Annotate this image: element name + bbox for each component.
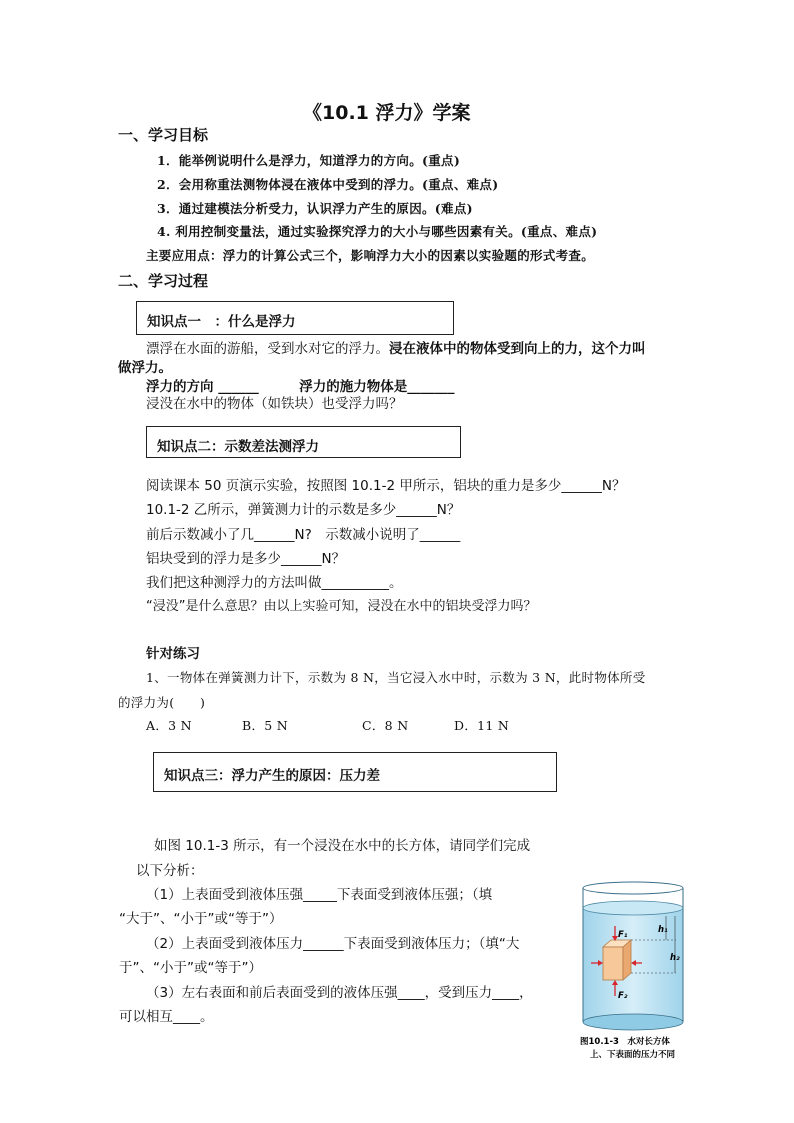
- question-line: （3）左右表面和前后表面受到的液体压强____，受到压力____，: [146, 985, 533, 1001]
- goal-item: 3．通过建模法分析受力，认识浮力产生的原因。(难点): [157, 201, 473, 216]
- page-title: 《10.1 浮力》学案: [303, 102, 471, 124]
- goal-item: 2．会用称重法测物体浸在液体中受到的浮力。(重点、难点): [157, 177, 499, 192]
- label-h1: h₁: [658, 925, 668, 935]
- water-fill: [583, 908, 683, 1027]
- definition-bold: 浸在液体中的物体受到向上的力，这个力叫: [389, 341, 646, 357]
- option-d: D．11 N: [454, 718, 510, 733]
- practice-question-cont: 的浮力为( ): [118, 695, 206, 710]
- question-line: （1）上表面受到液体压强_____下表面受到液体压强；（填: [146, 887, 493, 903]
- option-b: B．5 N: [242, 718, 289, 733]
- label-f2: F₂: [618, 991, 628, 1001]
- goal-item: 1．能举例说明什么是浮力，知道浮力的方向。(重点): [157, 153, 461, 168]
- cube-side: [623, 940, 631, 980]
- figure-caption-line2: 上、下表面的压力不同: [590, 1050, 676, 1060]
- knowledge-point-box: [146, 426, 461, 458]
- blank-line: 浮力的方向 ______ 浮力的施力物体是_______: [146, 379, 455, 395]
- knowledge-point-box: [153, 752, 557, 792]
- question-line: 前后示数减小了几______N? 示数减小说明了______: [146, 527, 461, 543]
- section-heading-process: 二、学习过程: [118, 272, 209, 290]
- water-surface: [583, 901, 683, 915]
- option-a: A．3 N: [146, 718, 192, 733]
- question-line: 铝块受到的浮力是多少______N？: [146, 551, 346, 567]
- question-line: “浸没”是什么意思？由以上实验可知，浸没在水中的铝块受浮力吗？: [146, 599, 537, 614]
- knowledge-point-title: 知识点三：浮力产生的原因：压力差: [164, 768, 380, 784]
- question-line: 浸没在水中的物体（如铁块）也受浮力吗？: [146, 396, 403, 412]
- option-c: C．8 N: [362, 718, 409, 733]
- focus-note: 主要应用点：浮力的计算公式三个，影响浮力大小的因素以实验题的形式考查。: [146, 248, 595, 263]
- question-line: 阅读课本 50 页演示实验，按照图 10.1-2 甲所示，铝块的重力是多少______N？: [146, 478, 626, 494]
- beaker-bottom: [583, 1014, 683, 1030]
- label-h2: h₂: [670, 953, 680, 963]
- definition-bold-cont: 做浮力。: [118, 360, 172, 376]
- question-line: “大于”、“小于”或“等于”）: [119, 911, 283, 927]
- goal-item: 4. 利用控制变量法，通过实验探究浮力的大小与哪些因素有关。(重点、难点): [157, 224, 598, 239]
- knowledge-point-title: 知识点二：示数差法测浮力: [157, 439, 319, 455]
- question-line: 于”、“小于”或“等于”）: [119, 960, 262, 976]
- question-line: 10.1-2 乙所示，弹簧测力计的示数是多少______N？: [146, 502, 461, 518]
- question-line: 可以相互____。: [119, 1009, 214, 1025]
- section-heading-goals: 一、学习目标: [118, 126, 209, 144]
- text-normal: 漂浮在水面的游船，受到水对它的浮力。: [146, 341, 389, 357]
- practice-question: 1、一物体在弹簧测力计下，示数为 8 N，当它浸入水中时，示数为 3 N，此时物体所受: [146, 670, 646, 685]
- figure-caption-line1: 图10.1-3 水对长方体: [580, 1037, 670, 1047]
- paragraph-line: 如图 10.1-3 所示，有一个浸没在水中的长方体，请同学们完成: [154, 838, 531, 854]
- question-line: 我们把这种测浮力的方法叫做__________。: [146, 575, 403, 591]
- beaker-figure: [578, 880, 688, 1062]
- knowledge-point-title: 知识点一 ：什么是浮力: [147, 314, 296, 330]
- cube-front: [603, 947, 623, 980]
- label-f1: F₁: [618, 930, 628, 940]
- paragraph-line: [146, 337, 646, 357]
- beaker-rim: [583, 882, 683, 894]
- question-line: （2）上表面受到液体压力______下表面受到液体压力；（填“大: [146, 936, 520, 952]
- paragraph-line: 以下分析：: [136, 863, 204, 879]
- practice-heading: 针对练习: [146, 646, 200, 662]
- knowledge-point-box: [136, 301, 454, 335]
